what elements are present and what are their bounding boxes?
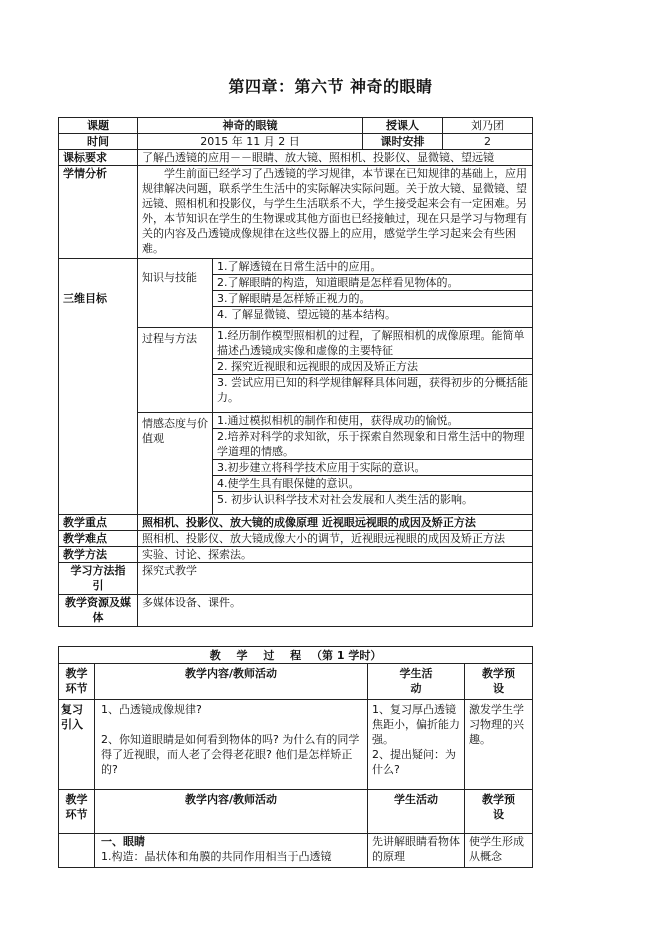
lesson-student: 先讲解眼睛看物体的原理: [368, 834, 465, 868]
col-stage-repeat: 教学环节: [59, 790, 95, 834]
col-stage: 教学环节: [59, 664, 95, 700]
lesson-content: [95, 834, 368, 868]
process-header: [59, 647, 533, 664]
lesson-plan-table: [58, 117, 533, 627]
emotion-item: 4.使学生具有眼保健的意识。: [213, 476, 532, 492]
page-title: 第四章：第六节 神奇的眼睛: [228, 77, 433, 96]
methods-text: 实验、讨论、探索法。: [138, 547, 533, 563]
col-design-repeat: 教学预设: [465, 790, 533, 834]
review-student: 1、复习厚凸透镜焦距小，偏折能力强。 2、提出疑问：为什么?: [368, 700, 465, 790]
resources-label: 教学资源及媒体: [59, 595, 138, 627]
difficulties-text: 照相机、投影仪、放大镜成像大小的调节，近视眼远视眼的成因及矫正方法: [138, 531, 533, 547]
process-label: [138, 328, 213, 413]
review-question-1: 1、凸透镜成像规律?: [101, 703, 202, 716]
review-stage: 复习引入: [59, 700, 95, 790]
knowledge-item: 3.了解眼睛是怎样矫正视力的。: [213, 291, 532, 307]
objectives-label: [59, 259, 138, 515]
key-points-label: 教学重点: [59, 515, 138, 531]
requirements-text: 了解凸透镜的应用－－眼睛、放大镜、照相机、投影仪、显微镜、望远镜: [138, 150, 533, 166]
col-student: 学生活动: [368, 664, 465, 700]
review-design: 激发学生学习物理的兴趣。: [465, 700, 533, 790]
methods-label: 教学方法: [59, 547, 138, 563]
knowledge-label: [138, 259, 213, 328]
time-label: 时间: [59, 134, 138, 150]
col-design: 教学预设: [465, 664, 533, 700]
review-question-2: 2、你知道眼睛是如何看到物体的吗? 为什么有的同学得了近视眼，而人老了会得老花眼? 他们是怎样矫正的?: [101, 733, 360, 776]
emotion-label: [138, 413, 213, 515]
hours-value: 2: [443, 134, 533, 150]
process-item: 2. 探究近视眼和远视眼的成因及矫正方法: [213, 359, 532, 375]
objectives-label-text: 三维目标: [63, 292, 107, 305]
process-item: 1.经历制作模型照相机的过程，了解照相机的成像原理。能简单描述凸透镜成实像和虚像的主要特征: [213, 328, 532, 359]
teacher-label: 授课人: [363, 118, 443, 134]
lesson-stage: [59, 834, 95, 868]
emotion-item: 5. 初步认识科学技术对社会发展和人类生活的影响。: [217, 493, 473, 506]
process-label-text: 过程与方法: [142, 332, 197, 345]
emotion-list: [213, 413, 533, 515]
topic-label: 课题: [59, 118, 138, 134]
study-guide-text: 探究式教学: [138, 563, 533, 595]
emotion-item: 2.培养对科学的求知欲，乐于探索自然现象和日常生活中的物理学道理的情感。: [213, 429, 532, 460]
emotion-item: 1.通过模拟相机的制作和使用，获得成功的愉悦。: [213, 413, 532, 429]
emotion-item: 3.初步建立将科学技术应用于实际的意识。: [213, 460, 532, 476]
review-content: [95, 700, 368, 790]
key-points-text: 照相机、投影仪、放大镜的成像原理 近视眼远视眼的成因及矫正方法: [138, 515, 533, 531]
emotion-label-text: 情感态度与价值观: [142, 417, 208, 445]
knowledge-item: 4. 了解显微镜、望远镜的基本结构。: [217, 308, 396, 321]
knowledge-list: [213, 259, 533, 328]
lesson-design: 使学生形成从概念: [465, 834, 533, 868]
requirements-label: 课标要求: [59, 150, 138, 166]
col-content-repeat: 教学内容/教师活动: [95, 790, 368, 834]
col-content: 教学内容/教师活动: [95, 664, 368, 700]
topic-value: 神奇的眼镜: [138, 118, 363, 134]
teacher-value: 刘乃团: [443, 118, 533, 134]
hours-label: 课时安排: [363, 134, 443, 150]
knowledge-item: 1.了解透镜在日常生活中的应用。: [213, 259, 532, 275]
process-list: [213, 328, 533, 413]
analysis-label: 学情分析: [59, 166, 138, 259]
study-guide-label: 学习方法指引: [59, 563, 138, 595]
lesson-content-text: 1.构造：晶状体和角膜的共同作用相当于凸透镜: [101, 850, 332, 863]
lesson-section-title: 一、眼睛: [101, 835, 145, 848]
resources-text: 多媒体设备、课件。: [138, 595, 533, 627]
difficulties-label: 教学难点: [59, 531, 138, 547]
process-item: 3. 尝试应用已知的科学规律解释具体问题，获得初步的分概括能力。: [217, 376, 528, 404]
knowledge-label-text: 知识与技能: [142, 271, 197, 284]
teaching-process-table: [58, 646, 533, 868]
analysis-text: 学生前面已经学习了凸透镜的学习规律，本节课在已知规律的基础上，应用规律解决问题，联系学生生活中的实际解决实际问题。关于放大镜、显微镜、望远镜、照相机和投影仪，与学生生活联系不大，学生接受起来会有一定困难。另外，本节知识在学生的生物课或其他方面也已经接触过，现在只是学习与物理有关的内容及凸透镜成像规律在这些仪器上的应用，感觉学生学习起来会有些困难。: [138, 166, 533, 259]
time-value: 2015 年 11 月 2 日: [138, 134, 363, 150]
knowledge-item: 2.了解眼睛的构造，知道眼睛是怎样看见物体的。: [213, 275, 532, 291]
col-student-repeat: 学生活动: [368, 790, 465, 834]
process-header-period: （第 1 学时）: [311, 648, 382, 662]
process-header-title: 教 学 过 程: [209, 648, 308, 662]
